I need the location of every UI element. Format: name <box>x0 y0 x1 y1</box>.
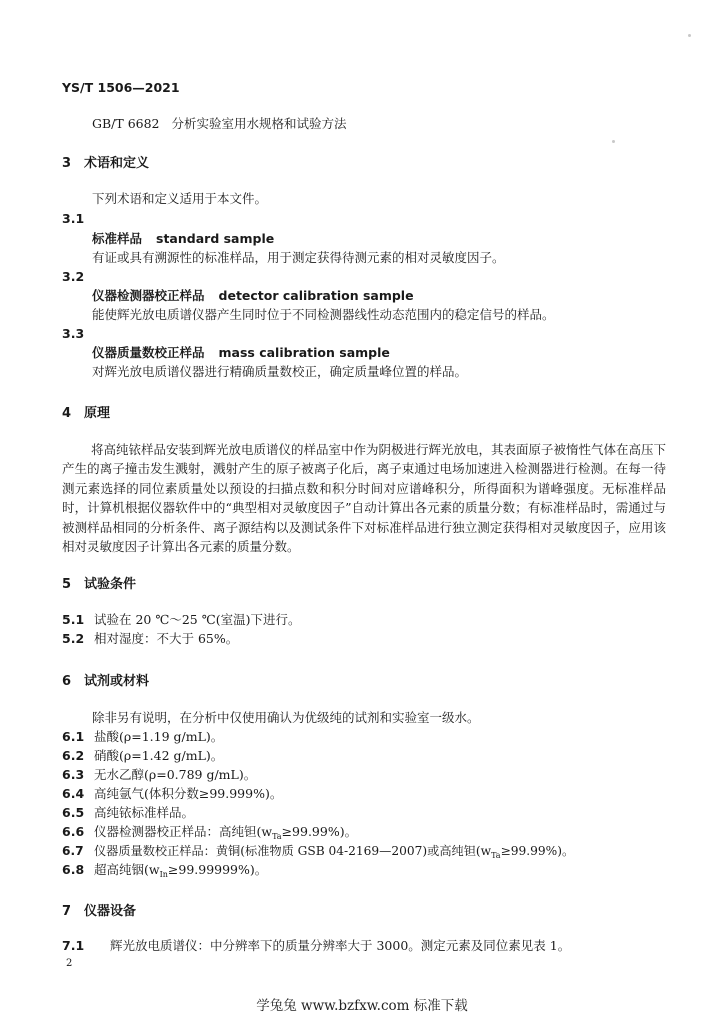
item-number: 6.4 <box>62 786 85 801</box>
item-number: 6.2 <box>62 748 85 763</box>
item-text: 仪器质量数校正样品：黄铜(标准物质 GSB 04-2169—2007)或高纯钽(w <box>94 844 492 858</box>
subscript: In <box>159 870 168 879</box>
list-item <box>62 747 223 765</box>
page-number: 2 <box>66 958 73 969</box>
term-number: 3.1 <box>62 211 85 226</box>
list-item <box>62 937 570 955</box>
list-item <box>62 630 238 648</box>
item-number: 6.1 <box>62 729 85 744</box>
item-text: 硝酸(ρ=1.42 g/mL)。 <box>94 748 224 763</box>
item-number: 5.2 <box>62 631 85 646</box>
section-number: 5 <box>62 577 72 592</box>
section-title: 仪器设备 <box>84 904 137 919</box>
normative-reference <box>92 115 347 133</box>
item-number: 6.3 <box>62 767 85 782</box>
term-number: 3.3 <box>62 326 85 341</box>
item-text: 超高纯铟(w <box>94 862 160 877</box>
reference-title: 分析实验室用水规格和试验方法 <box>171 116 347 131</box>
document-id: YS/T 1506—2021 <box>62 80 180 95</box>
item-text: 高纯铱标准样品。 <box>94 805 195 820</box>
footer-watermark: 学兔兔 www.bzfxw.com 标准下载 <box>256 998 468 1014</box>
item-text: ≥99.99999%)。 <box>167 862 268 877</box>
list-item <box>62 804 194 822</box>
list-item <box>62 611 300 629</box>
term-zh: 仪器质量数校正样品 <box>92 345 205 360</box>
item-text: 试验在 20 ℃～25 ℃(室温)下进行。 <box>94 612 301 627</box>
term-en: standard sample <box>156 231 275 246</box>
item-text: ≥99.99%)。 <box>281 824 358 839</box>
item-number: 5.1 <box>62 612 85 627</box>
term-heading <box>92 230 274 248</box>
term-definition: 对辉光放电质谱仪器进行精确质量数校正，确定质量峰位置的样品。 <box>92 364 468 379</box>
list-item <box>62 766 256 784</box>
reference-code: GB/T 6682 <box>92 116 160 131</box>
section-title: 原理 <box>84 406 111 421</box>
section-title: 试剂或材料 <box>84 674 150 689</box>
list-item <box>62 785 282 803</box>
item-text: 无水乙醇(ρ=0.789 g/mL)。 <box>94 767 257 782</box>
item-number: 6.7 <box>62 844 84 858</box>
item-number: 7.1 <box>62 938 85 953</box>
term-en: detector calibration sample <box>218 288 414 303</box>
item-number: 6.6 <box>62 824 85 839</box>
term-definition: 能使辉光放电质谱仪器产生同时位于不同检测器线性动态范围内的稳定信号的样品。 <box>92 307 555 322</box>
list-item <box>62 861 267 884</box>
scan-dot <box>688 34 691 37</box>
section-3-heading <box>62 152 149 171</box>
subscript: Ta <box>272 832 282 841</box>
term-heading <box>92 287 414 305</box>
item-text: 辉光放电质谱仪：中分辨率下的质量分辨率大于 3000。测定元素及同位素见表 1。 <box>110 938 571 953</box>
item-text: ≥99.99%)。 <box>500 844 575 858</box>
subscript: Ta <box>491 851 501 860</box>
section-title: 术语和定义 <box>84 156 150 171</box>
item-number: 6.8 <box>62 862 85 877</box>
item-text: 高纯氩气(体积分数≥99.999%)。 <box>94 786 283 801</box>
term-number: 3.2 <box>62 269 85 284</box>
term-zh: 标准样品 <box>92 231 143 246</box>
term-en: mass calibration sample <box>218 345 390 360</box>
item-text: 仪器检测器校正样品：高纯钽(w <box>94 824 273 839</box>
term-heading <box>92 344 390 362</box>
term-definition: 有证或具有溯源性的标准样品，用于测定获得待测元素的相对灵敏度因子。 <box>92 250 505 265</box>
section-number: 3 <box>62 156 72 171</box>
item-number: 6.5 <box>62 805 85 820</box>
section-number: 4 <box>62 406 72 421</box>
scan-dot <box>612 140 615 143</box>
term-zh: 仪器检测器校正样品 <box>92 288 205 303</box>
section-3-intro: 下列术语和定义适用于本文件。 <box>92 191 268 206</box>
section-number: 7 <box>62 904 72 919</box>
section-title: 试验条件 <box>84 577 137 592</box>
list-item <box>62 728 223 746</box>
section-6-heading <box>62 670 149 689</box>
item-text: 盐酸(ρ=1.19 g/mL)。 <box>94 729 224 744</box>
section-number: 6 <box>62 674 72 689</box>
section-5-heading <box>62 573 136 592</box>
item-text: 相对湿度：不大于 65%。 <box>94 631 239 646</box>
section-6-intro: 除非另有说明，在分析中仅使用确认为优级纯的试剂和实验室一级水。 <box>92 710 480 725</box>
principle-paragraph: 将高纯铱样品安装到辉光放电质谱仪的样品室中作为阴极进行辉光放电，其表面原子被惰性气体在高压下产生的离子撞击发生溅射，溅射产生的原子被离子化后，离子束通过电场加速进入检测器进行检测。在每一待测元素选择的同位素质量处以预设的扫描点数和积分时间对应谱峰积分，所得面积为谱峰强度。无标准样品时，计算机根据仪器软件中的“典型相对灵敏度因子”自动计算出各元素的质量分数；有标准样品时，需通过与被测样品相同的分析条件、离子源结构以及测试条件下对标准样品进行独立测定获得相对灵敏度因子，应用该相对灵敏度因子计算出各元素的质量分数。 <box>62 442 667 555</box>
section-7-heading <box>62 900 136 919</box>
section-4-heading <box>62 402 110 421</box>
